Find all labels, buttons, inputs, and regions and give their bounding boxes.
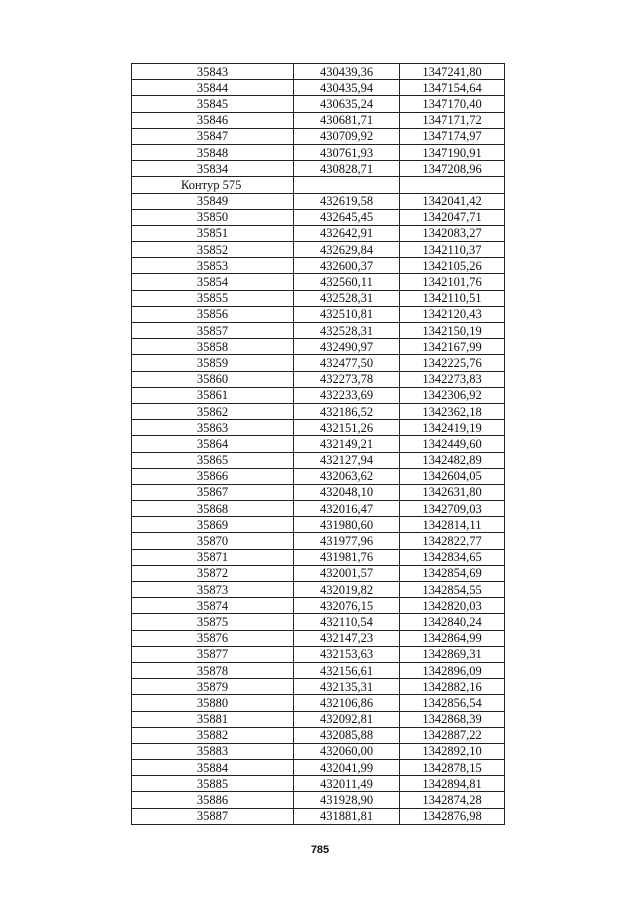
- y-coordinate-cell: 1342887,22: [400, 727, 505, 743]
- point-number-cell: 35851: [132, 225, 294, 241]
- y-coordinate-cell: 1342856,54: [400, 695, 505, 711]
- y-coordinate-cell: 1342854,69: [400, 565, 505, 581]
- table-row: [132, 128, 505, 144]
- point-number-cell: 35870: [132, 533, 294, 549]
- x-coordinate-cell: 432106,86: [294, 695, 400, 711]
- x-coordinate-cell: 432642,91: [294, 225, 400, 241]
- table-row: [132, 371, 505, 387]
- table-row: [132, 64, 505, 80]
- table-row: [132, 679, 505, 695]
- y-coordinate-cell: 1342419,19: [400, 420, 505, 436]
- table-row: [132, 96, 505, 112]
- table-row: [132, 501, 505, 517]
- point-number-cell: 35887: [132, 808, 294, 824]
- y-coordinate-cell: 1342892,10: [400, 743, 505, 759]
- x-coordinate-cell: 432619,58: [294, 193, 400, 209]
- x-coordinate-cell: 430709,92: [294, 128, 400, 144]
- x-coordinate-cell: 432041,99: [294, 760, 400, 776]
- table-row: [132, 258, 505, 274]
- page-number: 785: [310, 844, 330, 856]
- table-row: [132, 209, 505, 225]
- table-row: [132, 225, 505, 241]
- x-coordinate-cell: 432477,50: [294, 355, 400, 371]
- y-coordinate-cell: 1342041,42: [400, 193, 505, 209]
- point-number-cell: 35861: [132, 387, 294, 403]
- x-coordinate-cell: 432011,49: [294, 776, 400, 792]
- x-coordinate-cell: 432273,78: [294, 371, 400, 387]
- empty-cell: [400, 177, 505, 193]
- point-number-cell: 35863: [132, 420, 294, 436]
- point-number-cell: 35848: [132, 144, 294, 160]
- point-number-cell: 35844: [132, 80, 294, 96]
- table-row: [132, 549, 505, 565]
- table-row: [132, 290, 505, 306]
- y-coordinate-cell: 1342047,71: [400, 209, 505, 225]
- empty-cell: [294, 177, 400, 193]
- y-coordinate-cell: 1342840,24: [400, 614, 505, 630]
- point-number-cell: 35882: [132, 727, 294, 743]
- point-number-cell: 35852: [132, 242, 294, 258]
- y-coordinate-cell: 1342083,27: [400, 225, 505, 241]
- table-row: [132, 112, 505, 128]
- y-coordinate-cell: 1347241,80: [400, 64, 505, 80]
- table-row: [132, 760, 505, 776]
- x-coordinate-cell: 432127,94: [294, 452, 400, 468]
- x-coordinate-cell: 432110,54: [294, 614, 400, 630]
- y-coordinate-cell: 1347171,72: [400, 112, 505, 128]
- x-coordinate-cell: 432063,62: [294, 468, 400, 484]
- x-coordinate-cell: 430761,93: [294, 144, 400, 160]
- y-coordinate-cell: 1342449,60: [400, 436, 505, 452]
- point-number-cell: 35873: [132, 582, 294, 598]
- table-row: [132, 484, 505, 500]
- table-row: [132, 355, 505, 371]
- x-coordinate-cell: 431977,96: [294, 533, 400, 549]
- table-row: [132, 533, 505, 549]
- x-coordinate-cell: 432060,00: [294, 743, 400, 759]
- y-coordinate-cell: 1342604,05: [400, 468, 505, 484]
- y-coordinate-cell: 1342864,99: [400, 630, 505, 646]
- point-number-cell: 35866: [132, 468, 294, 484]
- x-coordinate-cell: 432528,31: [294, 290, 400, 306]
- x-coordinate-cell: 430828,71: [294, 161, 400, 177]
- point-number-cell: 35865: [132, 452, 294, 468]
- x-coordinate-cell: 431881,81: [294, 808, 400, 824]
- y-coordinate-cell: 1342306,92: [400, 387, 505, 403]
- y-coordinate-cell: 1342896,09: [400, 662, 505, 678]
- y-coordinate-cell: 1342150,19: [400, 323, 505, 339]
- y-coordinate-cell: 1342273,83: [400, 371, 505, 387]
- table-row: [132, 598, 505, 614]
- point-number-cell: 35849: [132, 193, 294, 209]
- table-row: [132, 776, 505, 792]
- contour-header-row: [132, 177, 505, 193]
- table-row: [132, 80, 505, 96]
- table-row: [132, 565, 505, 581]
- x-coordinate-cell: 431928,90: [294, 792, 400, 808]
- y-coordinate-cell: 1342822,77: [400, 533, 505, 549]
- x-coordinate-cell: 432490,97: [294, 339, 400, 355]
- y-coordinate-cell: 1342167,99: [400, 339, 505, 355]
- point-number-cell: 35871: [132, 549, 294, 565]
- table-row: [132, 727, 505, 743]
- table-row: [132, 695, 505, 711]
- x-coordinate-cell: 432151,26: [294, 420, 400, 436]
- y-coordinate-cell: 1342110,51: [400, 290, 505, 306]
- table-row: [132, 646, 505, 662]
- table-row: [132, 193, 505, 209]
- point-number-cell: 35876: [132, 630, 294, 646]
- point-number-cell: 35862: [132, 403, 294, 419]
- x-coordinate-cell: 430439,36: [294, 64, 400, 80]
- x-coordinate-cell: 432048,10: [294, 484, 400, 500]
- point-number-cell: 35847: [132, 128, 294, 144]
- point-number-cell: 35872: [132, 565, 294, 581]
- point-number-cell: 35857: [132, 323, 294, 339]
- table-row: [132, 306, 505, 322]
- table-row: [132, 339, 505, 355]
- y-coordinate-cell: 1347154,64: [400, 80, 505, 96]
- x-coordinate-cell: 431980,60: [294, 517, 400, 533]
- table-row: [132, 808, 505, 824]
- y-coordinate-cell: 1342362,18: [400, 403, 505, 419]
- x-coordinate-cell: 432019,82: [294, 582, 400, 598]
- point-number-cell: 35878: [132, 662, 294, 678]
- y-coordinate-cell: 1347170,40: [400, 96, 505, 112]
- point-number-cell: 35867: [132, 484, 294, 500]
- point-number-cell: 35868: [132, 501, 294, 517]
- point-number-cell: 35859: [132, 355, 294, 371]
- table-row: [132, 161, 505, 177]
- y-coordinate-cell: 1342105,26: [400, 258, 505, 274]
- table-row: [132, 323, 505, 339]
- x-coordinate-cell: 432001,57: [294, 565, 400, 581]
- point-number-cell: 35855: [132, 290, 294, 306]
- point-number-cell: 35858: [132, 339, 294, 355]
- point-number-cell: 35834: [132, 161, 294, 177]
- x-coordinate-cell: 432085,88: [294, 727, 400, 743]
- coordinates-table-body: [132, 64, 505, 825]
- x-coordinate-cell: 430681,71: [294, 112, 400, 128]
- y-coordinate-cell: 1342876,98: [400, 808, 505, 824]
- table-row: [132, 743, 505, 759]
- y-coordinate-cell: 1342101,76: [400, 274, 505, 290]
- y-coordinate-cell: 1342878,15: [400, 760, 505, 776]
- table-row: [132, 468, 505, 484]
- x-coordinate-cell: 432156,61: [294, 662, 400, 678]
- x-coordinate-cell: 432135,31: [294, 679, 400, 695]
- point-number-cell: 35879: [132, 679, 294, 695]
- x-coordinate-cell: 432092,81: [294, 711, 400, 727]
- y-coordinate-cell: 1342814,11: [400, 517, 505, 533]
- point-number-cell: 35869: [132, 517, 294, 533]
- x-coordinate-cell: 432076,15: [294, 598, 400, 614]
- x-coordinate-cell: 432149,21: [294, 436, 400, 452]
- x-coordinate-cell: 432528,31: [294, 323, 400, 339]
- x-coordinate-cell: 432147,23: [294, 630, 400, 646]
- y-coordinate-cell: 1342882,16: [400, 679, 505, 695]
- point-number-cell: 35875: [132, 614, 294, 630]
- y-coordinate-cell: 1347190,91: [400, 144, 505, 160]
- point-number-cell: 35877: [132, 646, 294, 662]
- x-coordinate-cell: 432600,37: [294, 258, 400, 274]
- table-row: [132, 517, 505, 533]
- table-row: [132, 792, 505, 808]
- table-row: [132, 711, 505, 727]
- table-row: [132, 630, 505, 646]
- point-number-cell: 35846: [132, 112, 294, 128]
- table-row: [132, 662, 505, 678]
- y-coordinate-cell: 1342120,43: [400, 306, 505, 322]
- x-coordinate-cell: 430635,24: [294, 96, 400, 112]
- y-coordinate-cell: 1342482,89: [400, 452, 505, 468]
- table-row: [132, 436, 505, 452]
- y-coordinate-cell: 1342834,65: [400, 549, 505, 565]
- y-coordinate-cell: 1342869,31: [400, 646, 505, 662]
- table-row: [132, 387, 505, 403]
- coordinates-table: [131, 63, 505, 825]
- y-coordinate-cell: 1347208,96: [400, 161, 505, 177]
- y-coordinate-cell: 1347174,97: [400, 128, 505, 144]
- x-coordinate-cell: 432645,45: [294, 209, 400, 225]
- point-number-cell: 35886: [132, 792, 294, 808]
- point-number-cell: 35864: [132, 436, 294, 452]
- table-row: [132, 614, 505, 630]
- point-number-cell: 35850: [132, 209, 294, 225]
- y-coordinate-cell: 1342874,28: [400, 792, 505, 808]
- table-row: [132, 420, 505, 436]
- point-number-cell: 35843: [132, 64, 294, 80]
- point-number-cell: 35853: [132, 258, 294, 274]
- y-coordinate-cell: 1342225,76: [400, 355, 505, 371]
- y-coordinate-cell: 1342894,81: [400, 776, 505, 792]
- y-coordinate-cell: 1342868,39: [400, 711, 505, 727]
- point-number-cell: 35881: [132, 711, 294, 727]
- y-coordinate-cell: 1342820,03: [400, 598, 505, 614]
- point-number-cell: 35880: [132, 695, 294, 711]
- x-coordinate-cell: 431981,76: [294, 549, 400, 565]
- point-number-cell: 35845: [132, 96, 294, 112]
- table-row: [132, 582, 505, 598]
- table-row: [132, 144, 505, 160]
- point-number-cell: 35883: [132, 743, 294, 759]
- x-coordinate-cell: 432016,47: [294, 501, 400, 517]
- table-row: [132, 274, 505, 290]
- x-coordinate-cell: 432629,84: [294, 242, 400, 258]
- contour-label: Контур 575: [132, 177, 294, 193]
- x-coordinate-cell: 432233,69: [294, 387, 400, 403]
- point-number-cell: 35856: [132, 306, 294, 322]
- y-coordinate-cell: 1342631,80: [400, 484, 505, 500]
- y-coordinate-cell: 1342709,03: [400, 501, 505, 517]
- point-number-cell: 35885: [132, 776, 294, 792]
- table-row: [132, 403, 505, 419]
- x-coordinate-cell: 432510,81: [294, 306, 400, 322]
- x-coordinate-cell: 432560,11: [294, 274, 400, 290]
- table-row: [132, 452, 505, 468]
- x-coordinate-cell: 432186,52: [294, 403, 400, 419]
- x-coordinate-cell: 430435,94: [294, 80, 400, 96]
- point-number-cell: 35860: [132, 371, 294, 387]
- y-coordinate-cell: 1342110,37: [400, 242, 505, 258]
- point-number-cell: 35874: [132, 598, 294, 614]
- point-number-cell: 35884: [132, 760, 294, 776]
- point-number-cell: 35854: [132, 274, 294, 290]
- x-coordinate-cell: 432153,63: [294, 646, 400, 662]
- table-row: [132, 242, 505, 258]
- y-coordinate-cell: 1342854,55: [400, 582, 505, 598]
